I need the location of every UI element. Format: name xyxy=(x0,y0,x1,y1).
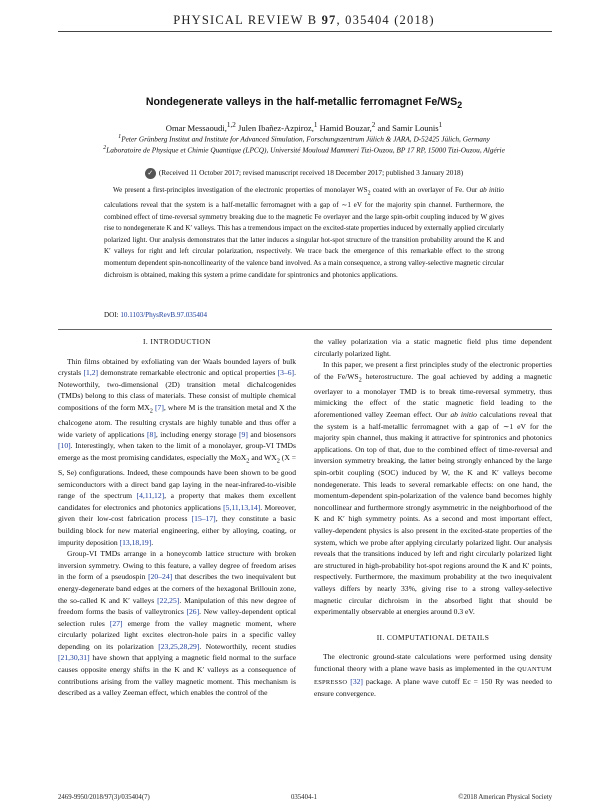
left-column xyxy=(58,336,296,699)
citation-link[interactable]: [26] xyxy=(186,607,200,617)
text: and WX xyxy=(249,452,277,462)
affiliation-1 xyxy=(0,134,608,143)
subscript: 2 xyxy=(276,457,280,465)
subscript: 2 xyxy=(149,407,153,415)
text: . Moreover, given their low-cost fabrication process xyxy=(58,502,296,524)
affiliation-text: Laboratoire de Physique et Chimie Quantique (LPCQ), Université Mouloud Mammeri Tizi-Ouzou, BP 17 RP, 15000 Tizi-Ouzou, Algérie xyxy=(106,145,505,155)
author-sup: 1,2 xyxy=(226,121,236,129)
footer-page-number: 035404-1 xyxy=(290,794,318,801)
author: and Samir Lounis xyxy=(377,122,439,133)
footer-copyright: ©2018 American Physical Society xyxy=(458,794,552,801)
citation-link[interactable]: [15–17] xyxy=(191,514,216,524)
abstract-text: We present a first-principles investigation of the electronic properties of monolayer WS xyxy=(113,186,368,194)
author: Omar Messaoudi, xyxy=(165,122,227,133)
author: Julen Ibañez-Azpiroz, xyxy=(238,122,314,133)
text: . New valley-dependent optical selection rules xyxy=(58,607,297,628)
citation-link[interactable]: [32] xyxy=(350,676,363,686)
emphasis: ab initio xyxy=(450,410,477,420)
author-sup: 2 xyxy=(371,121,376,129)
text: , where M is the transition metal and X the chalcogene atom. The resulting crystals are highly tunable and thus offer a wide variety of applications xyxy=(58,402,297,439)
journal-volume: 97 xyxy=(321,13,337,27)
journal-header: PHYSICAL REVIEW B 97, 035404 (2018) xyxy=(173,13,435,27)
text: that describes the two inequivalent but energy-degenerate band edges at the corners of the hexagonal Brillouin zone, the so-called K and K′ valleys xyxy=(58,572,296,605)
text: , including energy storage xyxy=(155,429,240,439)
abstract xyxy=(104,185,504,281)
text: , they constitute a basic building block for new material engineering, either by alloying, coating, or impurity deposition xyxy=(58,514,296,547)
subscript: 2 xyxy=(358,376,362,384)
text: In this paper, we present a first principles study of the electronic properties of the Fe/WS xyxy=(314,360,552,381)
title-subscript: 2 xyxy=(457,100,463,111)
paragraph xyxy=(58,356,296,549)
affiliation-sup: 2 xyxy=(103,145,107,151)
title-text: Nondegenerate valleys in the half-metallic ferromagnet Fe/WS xyxy=(145,96,458,108)
text: . Noteworthily, two-dimensional (2D) transition metal dichalcogenides (TMDs) belong to this class of materials. These consist of multiple chemical compositions of the form MX xyxy=(58,368,296,412)
author: Hamid Bouzar, xyxy=(319,122,372,133)
abstract-emphasis: ab initio xyxy=(479,186,504,194)
received-dates xyxy=(0,168,608,179)
journal-name: PHYSICAL REVIEW B xyxy=(173,13,318,27)
subscript: 2 xyxy=(246,457,250,465)
paragraph: the valley polarization via a static magnetic field plus time dependent circularly polarized light. xyxy=(314,337,552,358)
citation-link[interactable]: [8] xyxy=(147,429,156,439)
text: heterostructure. The goal achieved by adding a magnetic overlayer to a monolayer TMD is to break time-reversal symmetry, thus mimicking the effect of the static magnetic field leading to the aforementioned valley Zeeman effect. Our xyxy=(314,371,552,420)
citation-link[interactable]: [23,25,28,29] xyxy=(158,641,200,651)
text: emerge from the valley magnetic moment, where circularly polarized light excites electron-hole pairs in a specific valley depending on its polarization xyxy=(58,618,296,651)
received-text: (Received 11 October 2017; revised manuscript received 18 December 2017; published 3 January 2018) xyxy=(158,168,464,178)
footer-issn: 2469-9950/2018/97(3)/035404(7) xyxy=(58,794,150,801)
citation-link[interactable]: [5,11,13,14] xyxy=(223,502,261,512)
abstract-text: calculations reveal that the system is a half-metallic ferromagnet with a gap of ∼1 eV for the majority spin channel. Furthermore, the combined effect of time-reversal symmetry breaking due to the magnetic Fe overlayer and the large spin-orbit coupling induced by W gives rise to nondegenerate K and K′ valleys. This has a tremendous impact on the excited-state properties induced by externally applied circularly polarized light. Our analysis demonstrates that the latter induces a singular hot-spot structure of the transition probability around the K and K′ valleys for right and left circular polarization, respectively. We trace back the emergence of this remarkable effect to the strong momentum dependent spin-noncollinearity of the valence band involved. As a main consequence, a strong valley-selective magnetic circular dichroism is obtained, making this system a prime candidate for spintronics and photonics applications. xyxy=(104,201,504,279)
paragraph xyxy=(58,548,296,699)
abstract-subscript: 2 xyxy=(367,190,371,197)
software-name: QUANTUM ESPRESSO xyxy=(314,665,552,686)
citation-link[interactable]: [10] xyxy=(58,441,71,451)
section-separator xyxy=(58,329,552,330)
text: Group-VI TMDs arrange in a honeycomb lattice structure with broken inversion symmetry. Owing to this feature, a valley degree of freedom arises in the form of a pseudospin xyxy=(58,549,296,582)
right-column xyxy=(314,336,552,700)
text: , a property that makes them excellent candidates for electronics and photonics applications xyxy=(58,491,296,512)
citation-link[interactable]: [13,18,19] xyxy=(119,537,152,547)
citation-link[interactable]: [27] xyxy=(109,618,123,628)
text: . Manipulation of this new degree of freedom forms the basis of valleytronics xyxy=(58,595,296,617)
affiliation-text: Peter Grünberg Institut and Institute for Advanced Simulation, Forschungszentrum Jülich & JARA, D-52425 Jülich, Germany xyxy=(121,134,490,144)
abstract-text: coated with an overlayer of Fe. Our xyxy=(370,186,480,194)
journal-article: 035404 (2018) xyxy=(345,13,435,27)
citation-link[interactable]: [3–6] xyxy=(277,368,295,378)
text: . Interestingly, when taken to the limit of a monolayer, group-VI TMDs emerge as the most promising candidates, especially the MoX xyxy=(58,441,296,462)
citation-link[interactable]: [1,2] xyxy=(83,368,99,378)
citation-link[interactable]: [4,11,12] xyxy=(136,491,165,501)
citation-link[interactable]: [7] xyxy=(155,402,164,412)
header-rule xyxy=(58,31,552,32)
author-sup: 1 xyxy=(313,121,318,129)
section-heading-computational-details: II. COMPUTATIONAL DETAILS xyxy=(376,632,490,642)
text: . Noteworthily, recent studies xyxy=(199,641,296,651)
doi-label: DOI: xyxy=(104,311,119,319)
paper-title xyxy=(0,96,608,110)
text: have shown that applying a magnetic field normal to the surface causes opposite energy shifts in the K and K′ valleys as a consequence of contributions arising from the valley magnetic moment. This mechanism is described as a valley Zeeman effect, which enables the control of the xyxy=(58,653,296,698)
doi-link[interactable]: 10.1103/PhysRevB.97.035404 xyxy=(120,311,208,319)
text: calculations reveal that the system is a half-metallic ferromagnet with a gap of ∼1 eV for the majority spin channel, thus making it attractive for spintronics and photonics applications. On top of that, due to the combined effect of time-reversal and inversion symmetry breaking, the latter being strongly enhanced by the large spin-orbit coupling (SOC) induced by W, the K and K′ valleys become nondegenerate. This leads to several remarkable effects: on one hand, the momentum-dependent spin-polarization of the valence band becomes highly noncollinear and furthermore strongly asymmetric in the neighborhood of the K and K′ high symmetry points. As a second and most important effect, valley-dependent physics is also present in the excited-state properties of the system, which we probe after applying circularly polarized light. Our analysis reveals that the transitions induced by left and right circularly polarized light are structured in high-probability hot-spot regions around the K and K′ points, respectively. Furthermore, the maximum probability at the two inequivalent valleys differs by nearly 33%, giving rise to a strong valley-selective magnetic circular dichroism in the absorbed light that should be experimentally observable at energies around 0.3 eV. xyxy=(314,410,552,617)
text: The electronic ground-state calculations were performed using density functional theory with a plane wave basis as implemented in the xyxy=(314,652,552,673)
paragraph xyxy=(314,651,552,699)
text: . xyxy=(151,537,154,547)
affiliation-sup: 1 xyxy=(118,134,122,140)
citation-link[interactable]: [9] xyxy=(239,429,248,439)
text: (X = S, Se) configurations. Indeed, these compounds have been shown to be good semiconductors with a direct band gap laying in the near-infrared-to-visible range of the spectrum xyxy=(58,452,296,501)
author-list xyxy=(0,121,608,133)
text: package. A plane wave cutoff Ec = 150 Ry was needed to ensure convergence. xyxy=(314,676,552,699)
paragraph xyxy=(314,359,552,618)
citation-link[interactable]: [21,30,31] xyxy=(58,653,90,663)
author-sup: 1 xyxy=(438,121,443,129)
section-heading-introduction: I. INTRODUCTION xyxy=(143,337,211,346)
crossref-badge-icon[interactable]: ✓ xyxy=(145,168,156,179)
doi-line xyxy=(104,311,207,319)
text: demonstrate remarkable electronic and optical properties xyxy=(98,368,278,378)
text: and biosensors xyxy=(247,429,296,439)
affiliation-2 xyxy=(0,145,608,154)
citation-link[interactable]: [20–24] xyxy=(148,572,173,582)
text: Thin films obtained by exfoliating van der Waals bounded layers of bulk crystals xyxy=(58,356,296,378)
citation-link[interactable]: [22,25] xyxy=(157,595,180,605)
